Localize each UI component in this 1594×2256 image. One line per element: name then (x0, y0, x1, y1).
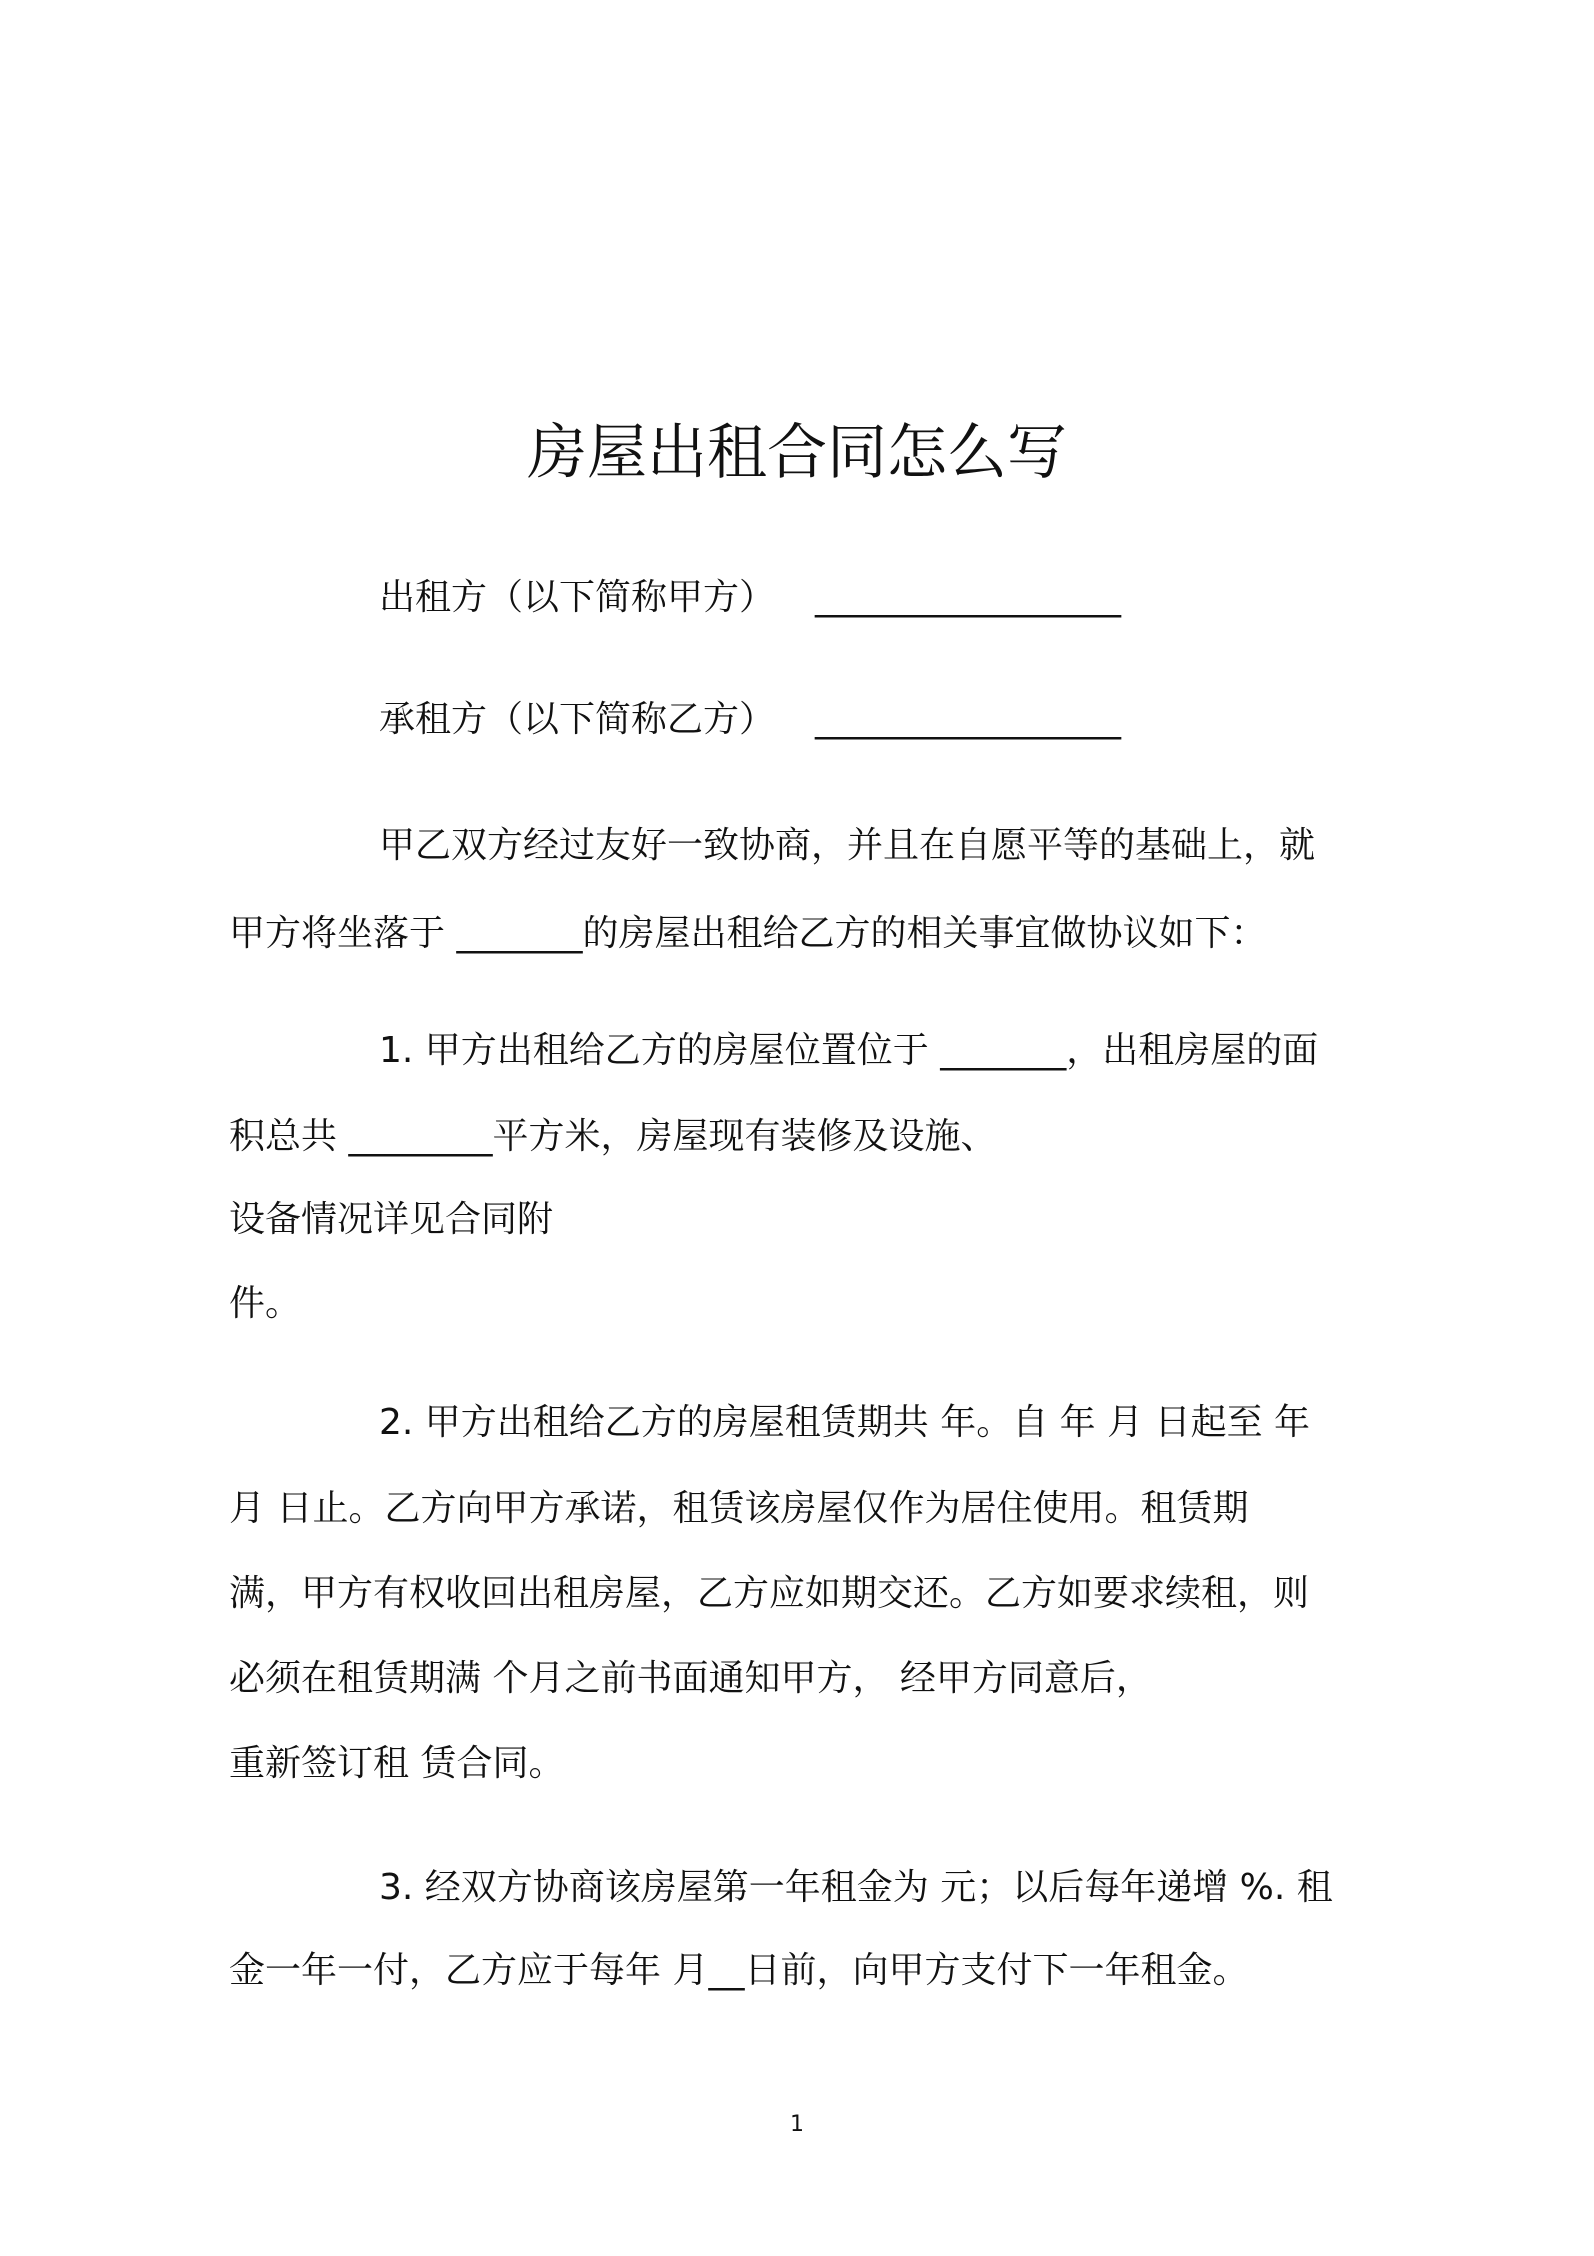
page-number: 1 (790, 2112, 804, 2137)
clause3-line-2: 金一年一付，乙方应于每年 月__日前，向甲方支付下一年租金。 (229, 1950, 1249, 1991)
clause2-line-3: 满，甲方有权收回出租房屋，乙方应如期交还。乙方如要求续租，则 (229, 1573, 1310, 1614)
clause1-line-4: 件。 (229, 1283, 302, 1324)
clause1-line-2: 积总共 ________平方米，房屋现有装修及设施、 (229, 1116, 997, 1157)
intro-line-2: 甲方将坐落于 _______的房屋出租给乙方的相关事宜做协议如下： (229, 913, 1267, 954)
document-title: 房屋出租合同怎么写 (527, 418, 1067, 488)
clause1-line-3: 设备情况详见合同附 (229, 1199, 554, 1240)
clause2-line-1: 2. 甲方出租给乙方的房屋租赁期共 年。自 年 月 日起至 年 (379, 1402, 1311, 1443)
clause3-line-1: 3. 经双方协商该房屋第一年租金为 元；以后每年递增 %. 租 (379, 1867, 1333, 1908)
clause2-line-5: 重新签订租 赁合同。 (229, 1743, 565, 1784)
lessee-blank: _________________ (815, 699, 1121, 740)
intro-line-1: 甲乙双方经过友好一致协商，并且在自愿平等的基础上，就 (379, 825, 1316, 866)
lessee-label: 承租方（以下简称乙方） (379, 699, 776, 740)
lessor-label: 出租方（以下简称甲方） (379, 577, 776, 618)
clause1-line-1: 1. 甲方出租给乙方的房屋位置位于 _______，出租房屋的面 (379, 1030, 1319, 1071)
clause2-line-2: 月 日止。乙方向甲方承诺，租赁该房屋仅作为居住使用。租赁期 (229, 1488, 1249, 1529)
lessor-blank: _________________ (815, 577, 1121, 618)
clause2-line-4: 必须在租赁期满 个月之前书面通知甲方， 经甲方同意后， (229, 1658, 1152, 1699)
